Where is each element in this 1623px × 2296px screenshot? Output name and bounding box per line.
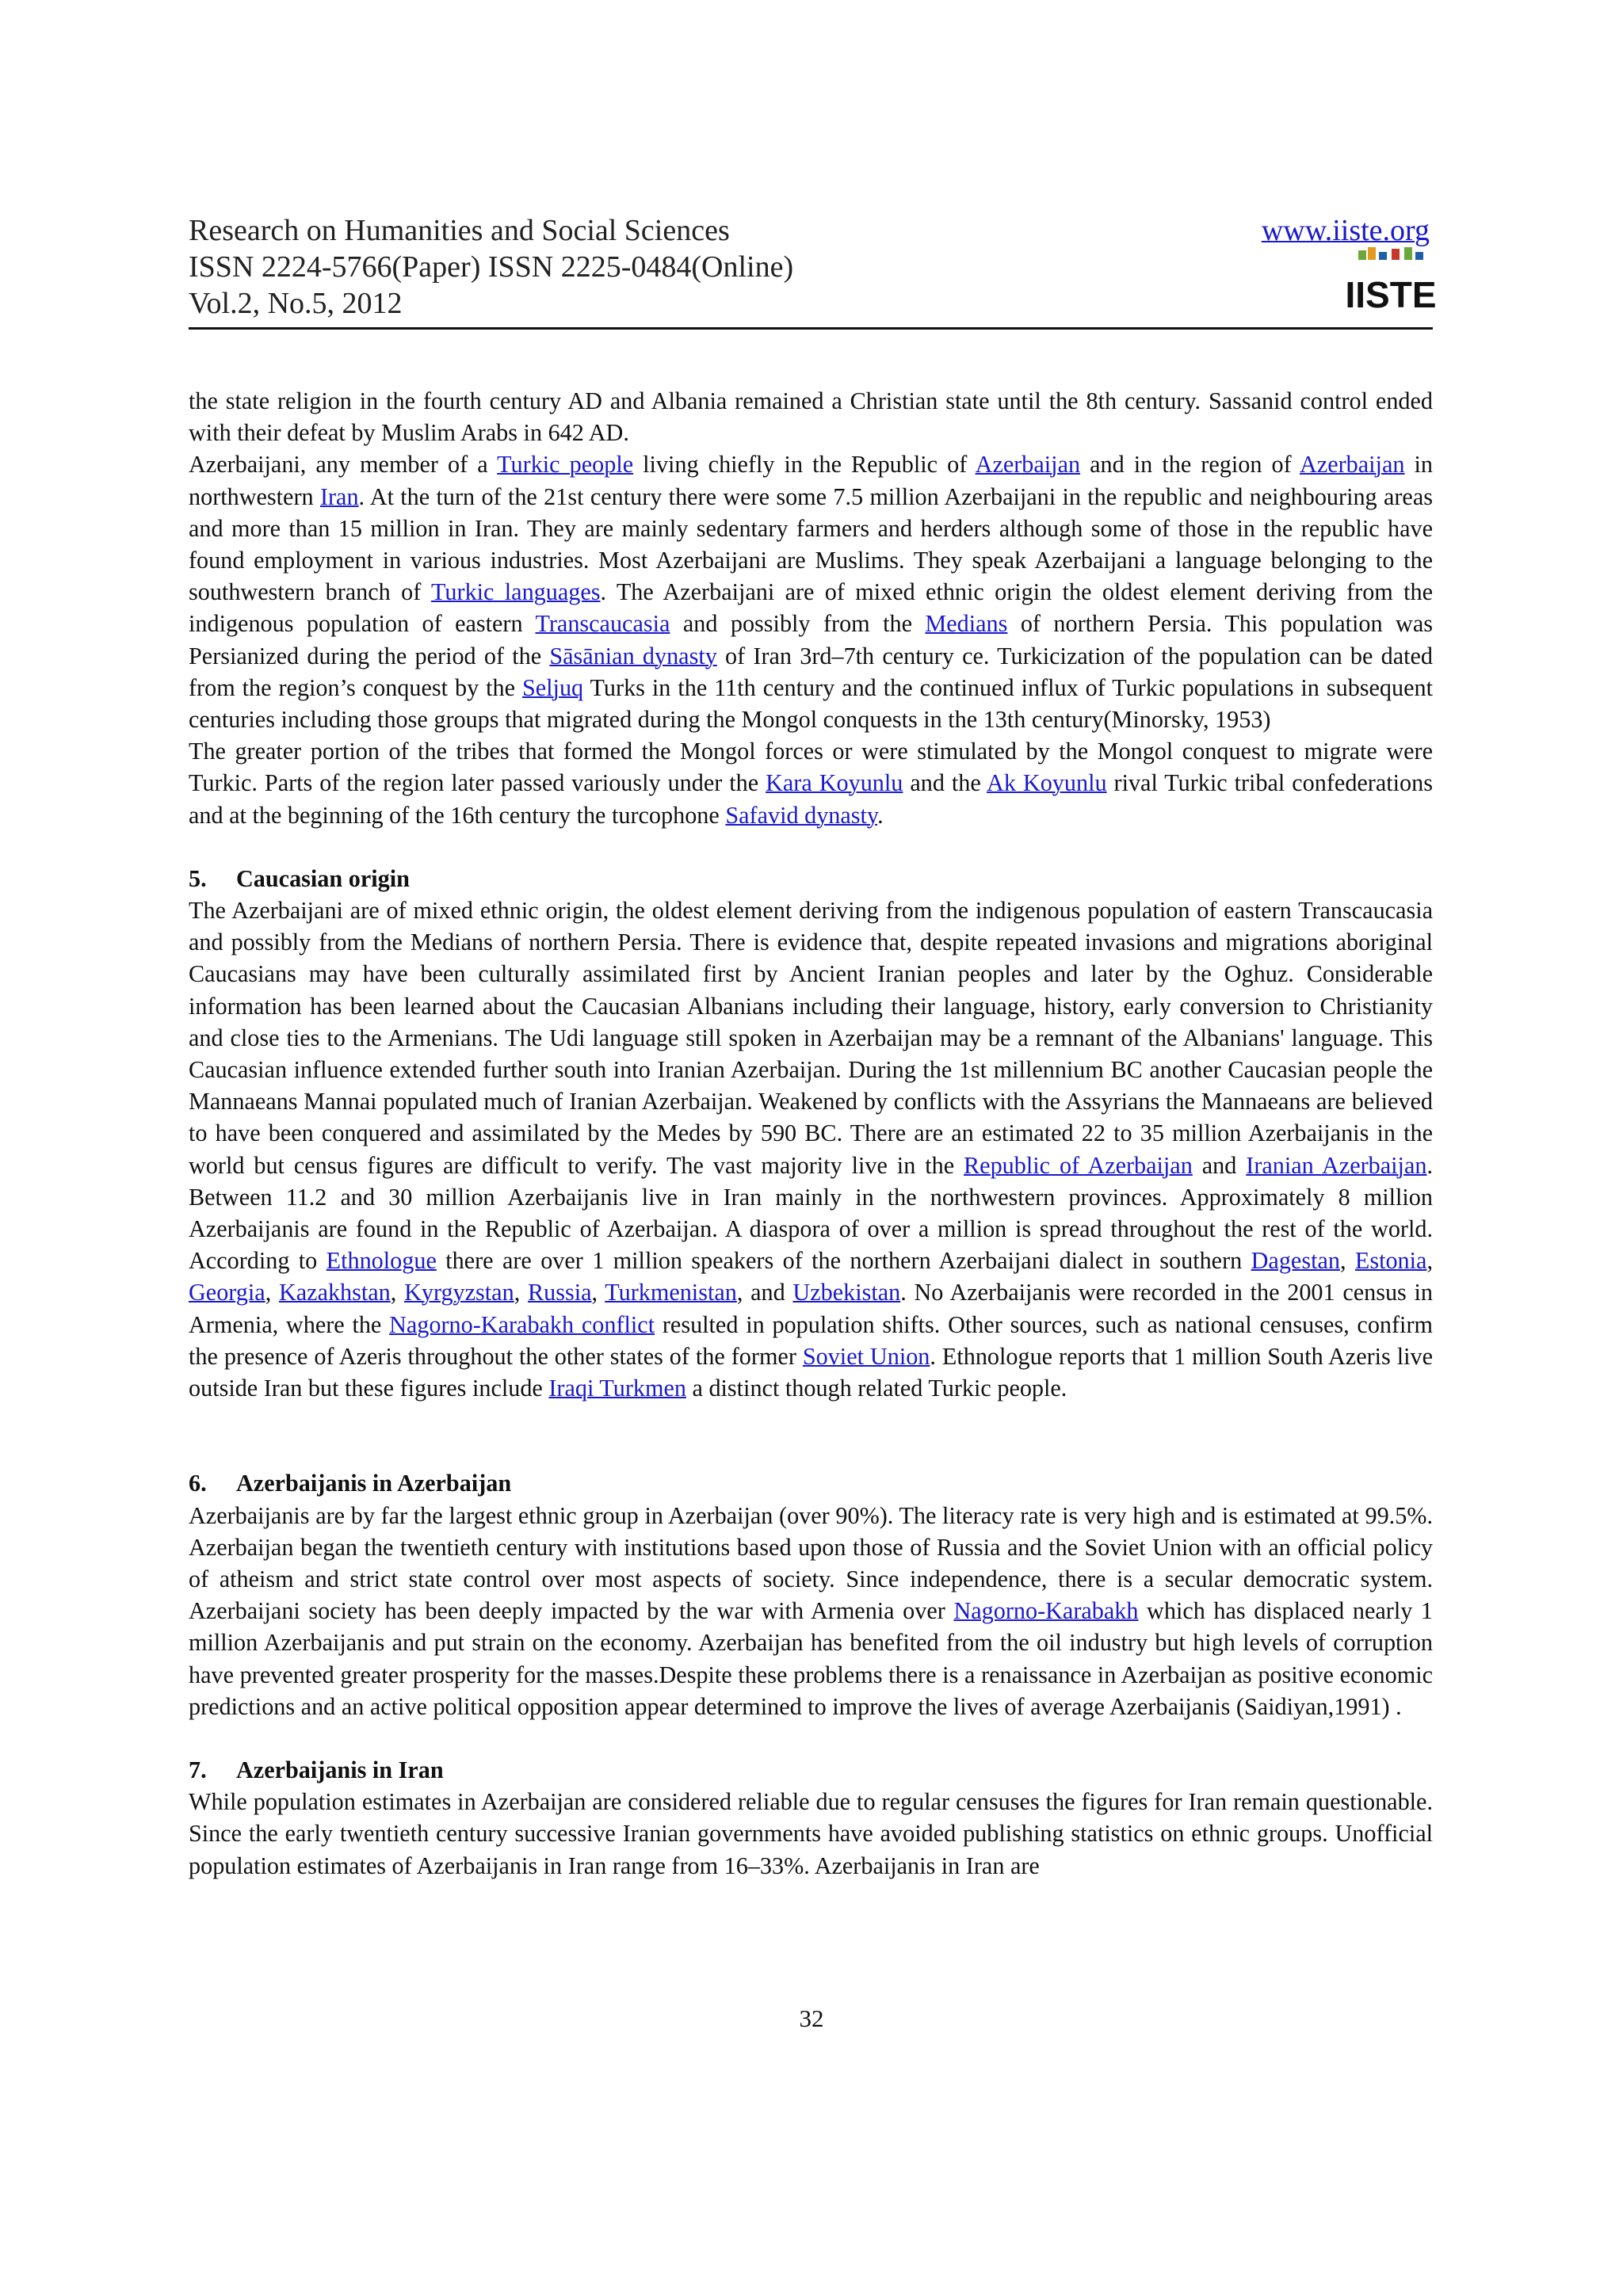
- journal-title: Research on Humanities and Social Sciences: [189, 214, 730, 247]
- text-run: Turks in the 11th century and the continued influx of Turkic populations in subsequent centuries including those groups that migrated during the Mongol conquests in the 13th century(Minorsky, 1953): [189, 673, 1434, 734]
- hyperlink[interactable]: Sāsānian dynasty: [549, 642, 717, 669]
- journal-issn: ISSN 2224-5766(Paper) ISSN 2225-0484(Online): [189, 250, 794, 284]
- text-run: ,: [591, 1279, 605, 1306]
- journal-volume: Vol.2, No.5, 2012: [189, 287, 403, 320]
- hyperlink[interactable]: Georgia: [189, 1279, 265, 1306]
- hyperlink[interactable]: Nagorno-Karabakh: [953, 1597, 1139, 1625]
- text-run: While population estimates in Azerbaijan are considered reliable due to regular censuses the figures for Iran remain questionable. Since the early twentieth century successive Iranian governments have avoided publishing statistics on ethnic groups. Unofficial population estimates of Azerbaijanis in Iran range from 16–33%. Azerbaijanis in Iran are: [189, 1788, 1433, 1879]
- paragraph: [189, 385, 1433, 448]
- text-run: The Azerbaijani are of mixed ethnic origin, the oldest element deriving from the indigenous population of eastern Transcaucasia and possibly from the Medians of northern Persia. There is evidence that, despite repeated invasions and migrations aboriginal Caucasians may have been culturally assimilated first by Ancient Iranian peoples and later by the Oghuz. Considerable information has been learned about the Caucasian Albanians including their language, history, early conversion to Christianity and close ties to the Armenians. The Udi language still spoken in Azerbaijan may be a remnant of the Albanians' language. This Caucasian influence extended further south into Iranian Azerbaijan. During the 1st millennium BC another Caucasian people the Mannaeans Mannai populated much of Iranian Azerbaijan. Weakened by conflicts with the Assyrians the Mannaeans are believed to have been conquered and assimilated by the Medes by 590 BC. There are an estimated 22 to 35 million Azerbaijanis in the world but census figures are difficult to verify. The vast majority live in the: [189, 897, 1433, 1179]
- text-run: the state religion in the fourth century AD and Albania remained a Christian state until the 8th century. Sassanid control ended with their defeat by Muslim Arabs in 642 AD.: [189, 387, 1433, 447]
- section-title: Azerbaijanis in Iran: [236, 1756, 444, 1783]
- hyperlink[interactable]: Medians: [925, 610, 1008, 638]
- hyperlink[interactable]: Ak Koyunlu: [987, 769, 1107, 797]
- text-run: rival Turkic tribal confederations and at the beginning of the 16th century the turcophone: [189, 769, 1433, 829]
- text-run: .: [877, 801, 884, 829]
- hyperlink[interactable]: Iran: [319, 482, 359, 510]
- text-run: ,: [514, 1279, 528, 1306]
- hyperlink[interactable]: Soviet Union: [802, 1342, 930, 1370]
- text-run: Azerbaijanis are by far the largest ethnic group in Azerbaijan (over 90%). The literacy rate is very high and is estimated at 99.5%. Azerbaijan began the twentieth century with institutions based upon those of Russia and the Soviet Union with an official policy of atheism and strict state control over most aspects of society. Since independence, there is a secular democratic system. Azerbaijani society has been deeply impacted by the war with Armenia over: [189, 1501, 1433, 1625]
- hyperlink[interactable]: Kyrgyzstan: [404, 1279, 514, 1306]
- page-number: 32: [799, 2004, 824, 2032]
- hyperlink[interactable]: Transcaucasia: [535, 610, 670, 638]
- text-run: ,: [1339, 1247, 1355, 1275]
- section-number: 7.: [189, 1756, 207, 1783]
- section-heading-7: [189, 1754, 1433, 1786]
- logo-text: IISTE: [1345, 274, 1437, 315]
- text-run: there are over 1 million speakers of the northern Azerbaijani dialect in southern: [436, 1247, 1251, 1275]
- hyperlink[interactable]: Kara Koyunlu: [766, 769, 903, 797]
- hyperlink[interactable]: Turkmenistan: [605, 1279, 737, 1306]
- text-run: resulted in population shifts. Other sources, such as national censuses, confirm the presence of Azeris throughout the other states of the former: [189, 1310, 1433, 1370]
- section-heading-6: [189, 1467, 1433, 1499]
- hyperlink[interactable]: Republic of Azerbaijan: [964, 1151, 1193, 1179]
- text-run: . Ethnologue reports that 1 million South Azeris live outside Iran but these figures include: [189, 1342, 1433, 1402]
- text-run: in northwestern: [189, 451, 1433, 510]
- iiste-logo-icon: [1345, 247, 1437, 315]
- hyperlink[interactable]: Iranian Azerbaijan: [1246, 1151, 1427, 1179]
- text-run: . No Azerbaijanis were recorded in the 2001 census in Armenia, where the: [189, 1279, 1434, 1338]
- section-title: Caucasian origin: [236, 864, 410, 892]
- journal-info: [189, 212, 793, 322]
- text-run: . Between 11.2 and 30 million Azerbaijanis live in Iran mainly in the northwestern provinces. Approximately 8 million Azerbaijanis are found in the Republic of Azerbaijan. A diaspora of over a million is spread throughout the rest of the world. According to: [189, 1151, 1433, 1275]
- spacer: [189, 1404, 1433, 1467]
- section-heading-5: [189, 863, 1433, 894]
- journal-url-link[interactable]: www.iiste.org: [1261, 214, 1430, 247]
- hyperlink[interactable]: Turkic people: [497, 451, 634, 479]
- hyperlink[interactable]: Kazakhstan: [278, 1279, 391, 1306]
- hyperlink[interactable]: Russia: [527, 1279, 592, 1306]
- paragraph: [189, 1500, 1433, 1722]
- hyperlink[interactable]: Ethnologue: [326, 1247, 437, 1275]
- text-run: The greater portion of the tribes that formed the Mongol forces or were stimulated by the Mongol conquest to migrate were Turkic. Parts of the region later passed variously under the: [189, 738, 1433, 797]
- text-run: and possibly from the: [670, 610, 926, 638]
- hyperlink[interactable]: Azerbaijan: [975, 451, 1081, 479]
- text-run: a distinct though related Turkic people.: [685, 1375, 1067, 1402]
- header-divider: [189, 327, 1433, 330]
- paragraph: [189, 735, 1433, 831]
- section-number: 6.: [189, 1470, 207, 1497]
- text-run: of Iran 3rd–7th century ce. Turkicization of the population can be dated from the region’s conquest by the: [189, 642, 1433, 701]
- text-run: of northern Persia. This population was Persianized during the period of the: [189, 610, 1433, 669]
- text-run: ,: [265, 1279, 279, 1306]
- text-run: Azerbaijani, any member of a: [189, 451, 498, 479]
- spacer: [189, 1722, 1433, 1754]
- spacer: [189, 831, 1433, 863]
- text-run: ,: [1426, 1247, 1433, 1275]
- text-run: and in the region of: [1080, 451, 1300, 479]
- hyperlink[interactable]: Nagorno-Karabakh conflict: [389, 1310, 655, 1338]
- hyperlink[interactable]: Dagestan: [1251, 1247, 1340, 1275]
- text-run: and: [1192, 1151, 1247, 1179]
- section-title: Azerbaijanis in Azerbaijan: [236, 1470, 512, 1497]
- text-run: ,: [390, 1279, 405, 1306]
- hyperlink[interactable]: Uzbekistan: [792, 1279, 901, 1306]
- text-run: , and: [736, 1279, 793, 1306]
- hyperlink[interactable]: Azerbaijan: [1300, 451, 1405, 479]
- text-run: . At the turn of the 21st century there were some 7.5 million Azerbaijani in the republic and neighbouring areas and more than 15 million in Iran. They are mainly sedentary farmers and herders although some of those in the republic have found employment in various industries. Most Azerbaijani are Muslims. They speak Azerbaijani a language belonging to the southwestern branch of: [189, 482, 1433, 606]
- hyperlink[interactable]: Turkic languages: [431, 578, 601, 606]
- paragraph: [189, 894, 1433, 1404]
- page-header: [189, 208, 1437, 326]
- hyperlink[interactable]: Iraqi Turkmen: [548, 1375, 686, 1402]
- hyperlink[interactable]: Safavid dynasty: [725, 801, 878, 829]
- text-run: living chiefly in the Republic of: [633, 451, 976, 479]
- paragraph: [189, 448, 1433, 735]
- section-number: 5.: [189, 864, 207, 892]
- hyperlink[interactable]: Estonia: [1354, 1247, 1427, 1275]
- paragraph: [189, 1786, 1433, 1882]
- text-run: which has displaced nearly 1 million Azerbaijanis and put strain on the economy. Azerbaijan has benefited from the oil industry but high levels of corruption have prevented greater prosperity for the masses.Despite these problems there is a renaissance in Azerbaijan as positive economic predictions and an active political opposition appear determined to improve the lives of average Azerbaijanis (Saidiyan,1991) .: [189, 1597, 1433, 1720]
- text-run: and the: [903, 769, 987, 797]
- article-body: [189, 385, 1433, 1882]
- hyperlink[interactable]: Seljuq: [521, 673, 584, 701]
- text-run: . The Azerbaijani are of mixed ethnic origin the oldest element deriving from the indigenous population of eastern: [189, 578, 1433, 638]
